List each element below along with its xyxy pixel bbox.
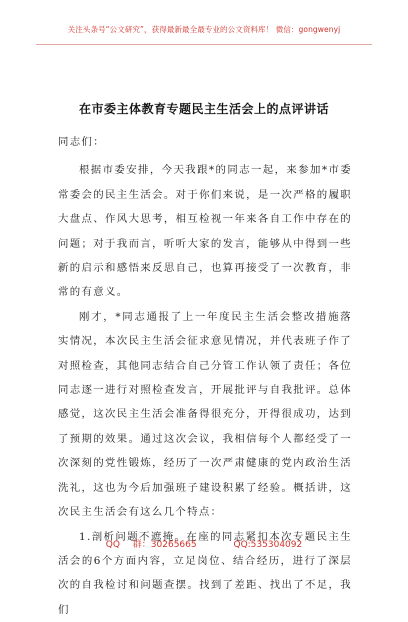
banner-text: 关注头条号“公文研究”，获得最新最全最专业的公文资料库！ 微信：gongwenyj (0, 24, 408, 35)
top-banner (0, 0, 408, 78)
salutation: 同志们： (58, 130, 352, 154)
footer-qq-group: QQ 群：30265665 (106, 540, 197, 550)
banner-divider (36, 44, 372, 45)
paragraph-3: 1.剖析问题不遮掩。在座的同志紧扣本次专题民主生活会的6个方面内容，立足岗位、结合经历，进行了深层次的自我检讨和问题查摆。找到了差距、找出了不足，我们 (58, 525, 352, 622)
footer-qq: QQ:535304092 (233, 540, 302, 550)
paragraph-2: 刚才，*同志通报了上一年度民主生活会整改措施落实情况，本次民主生活会征求意见情况，并代表班子作了对照检查，其他同志结合自己分管工作认领了责任；各位同志逐一进行对照检查发言，开展批评与自我批评。总体感觉，这次民主生活会准备得很充分，开得很成功，达到了预期的效果。通过这次会议，我相信每个人都经受了一次深刻的党性锻炼，经历了一次严肃健康的党内政治生活洗礼，这也为今后加强班子建设积累了经验。概括讲，这次民主生活会有这么几个特点： (58, 305, 352, 525)
paragraph-1: 根据市委安排，今天我跟*的同志一起，来参加*市委常委会的民主生活会。对于你们来说，是一次严格的履职大盘点、作风大思考，相互检视一年来各自工作中存在的问题；对于我而言，听听大家的发言，能够从中得到一些新的启示和感悟来反思自己，也算再接受了一次教育，非常的有意义。 (58, 158, 352, 304)
footer (0, 537, 408, 550)
document-title: 在市委主体教育专题民主生活会上的点评讲话 (0, 100, 408, 117)
